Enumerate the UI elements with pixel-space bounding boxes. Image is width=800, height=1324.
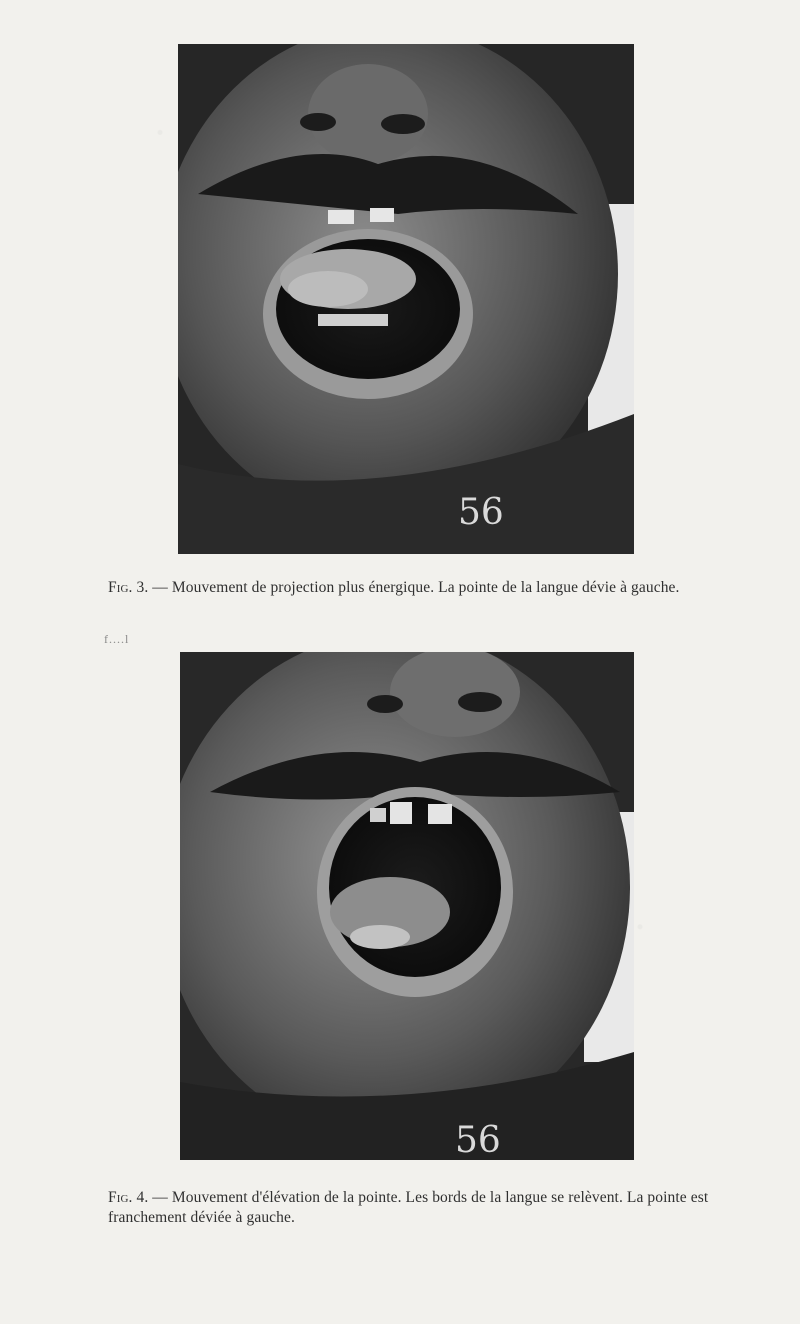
figure-3-label: Fig. 3.	[108, 579, 149, 596]
margin-mark: f....l	[104, 632, 130, 646]
upper-teeth	[390, 802, 412, 824]
figure-3-photo	[178, 44, 634, 554]
figure-3-caption	[108, 578, 728, 598]
figure-4-photo	[180, 652, 634, 1160]
figure-4-caption-text: — Mouvement d'élévation de la pointe. Les bords de la langue se relèvent. La pointe est franchement déviée à gauche.	[108, 1189, 709, 1226]
plate-number: 56	[458, 492, 504, 533]
figure-4-label: Fig. 4.	[108, 1189, 149, 1206]
figure-3-caption-text: — Mouvement de projection plus énergique. La pointe de la langue dévie à gauche.	[152, 579, 680, 596]
upper-teeth	[328, 210, 354, 224]
figure-4-caption	[108, 1188, 728, 1228]
figure-4-image	[180, 652, 634, 1160]
figure-3-image	[178, 44, 634, 554]
lower-teeth	[318, 314, 388, 326]
plate-number: 56	[455, 1120, 501, 1160]
